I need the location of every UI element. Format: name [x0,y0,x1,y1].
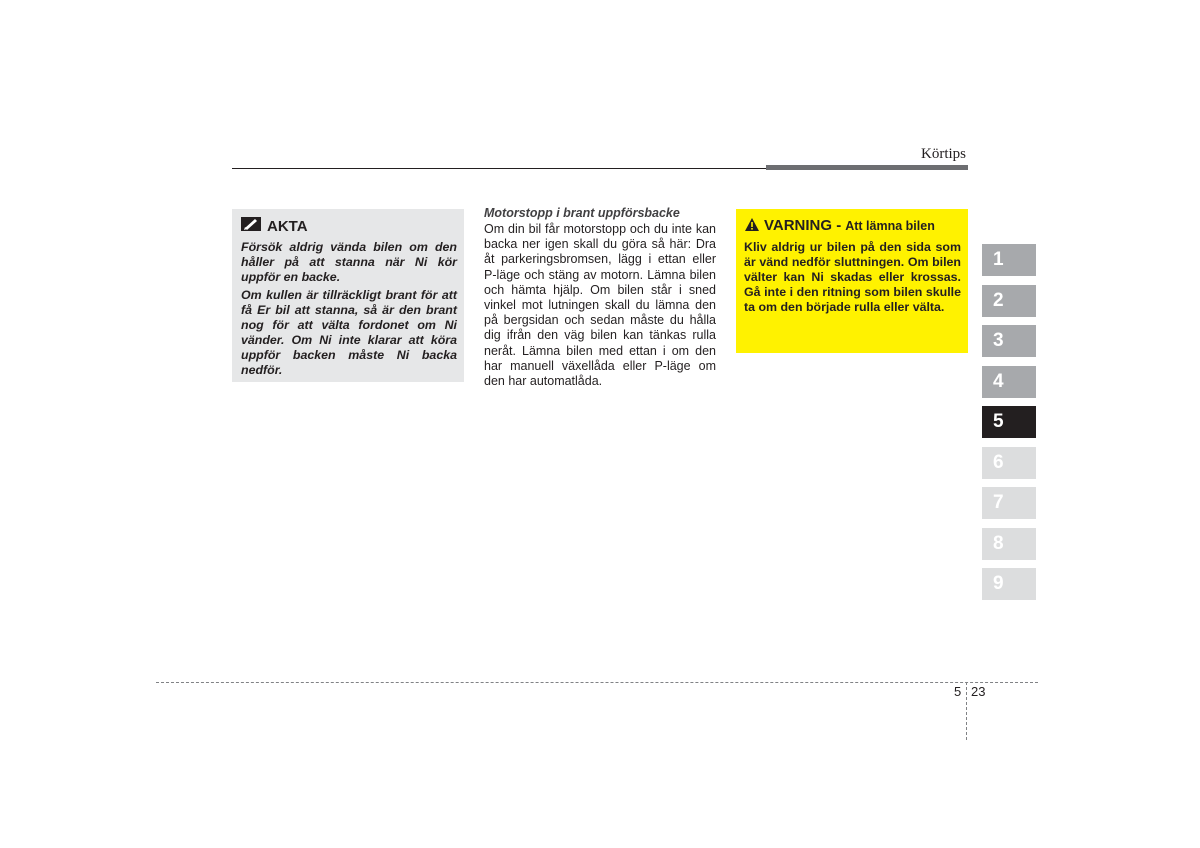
chapter-tab-8[interactable]: 8 [982,528,1036,560]
warning-subtitle: Att lämna bilen [845,219,935,233]
warning-title: VARNING - [764,217,842,234]
warning-box [736,209,968,353]
caution-header [241,216,457,237]
header-rule-accent [766,165,968,170]
article-section [484,206,716,389]
article-body: Om din bil får motorstopp och du inte kan backa ner igen skall du göra så här: Dra åt parkeringsbromsen, lägg i ettan eller P-läge och stäng av motorn. Lämna bilen och hämta hjälp. Om bilen står i sned vinkel mot lutningen skall du lämna den på bergsidan och sedan måste du hålla dig ifrån den väg bilen kan tänkas rulla neråt. Lämna bilen med ettan i om den har manuell växellåda eller P-läge om den har automatlåda. [484,222,716,389]
pencil-icon [241,216,261,237]
chapter-tab-1[interactable]: 1 [982,244,1036,276]
footer-rule [156,682,1038,683]
page-number: 23 [971,684,986,699]
footer-divider [966,682,967,740]
chapter-tab-6[interactable]: 6 [982,447,1036,479]
caution-paragraph: Försök aldrig vända bilen om den håller på att stanna när Ni kör uppför en backe. [241,240,457,284]
section-title: Körtips [921,146,966,162]
caution-box [232,209,464,382]
chapter-tab-9[interactable]: 9 [982,568,1036,600]
chapter-tab-3[interactable]: 3 [982,325,1036,357]
caution-paragraph: Om kullen är tillräckligt brant för att få Er bil att stanna, så är den brant nog för att välta fordonet om Ni vänder. Om Ni inte klarar att köra uppför backen måste Ni backa nedför. [241,288,457,377]
caution-title: AKTA [267,218,308,235]
chapter-tabs [982,244,1036,609]
chapter-tab-7[interactable]: 7 [982,487,1036,519]
warning-triangle-icon [744,217,760,237]
warning-header [744,217,961,237]
chapter-tab-4[interactable]: 4 [982,366,1036,398]
article-heading: Motorstopp i brant uppförsbacke [484,206,680,220]
page-chapter-number: 5 [954,684,962,699]
chapter-tab-5[interactable]: 5 [982,406,1036,438]
warning-body: Kliv aldrig ur bilen på den sida som är vänd nedför sluttningen. Om bilen välter kan Ni skadas eller krossas. Gå inte i den ritning som bilen skulle ta om den började rulla eller välta. [744,240,961,314]
chapter-tab-2[interactable]: 2 [982,285,1036,317]
